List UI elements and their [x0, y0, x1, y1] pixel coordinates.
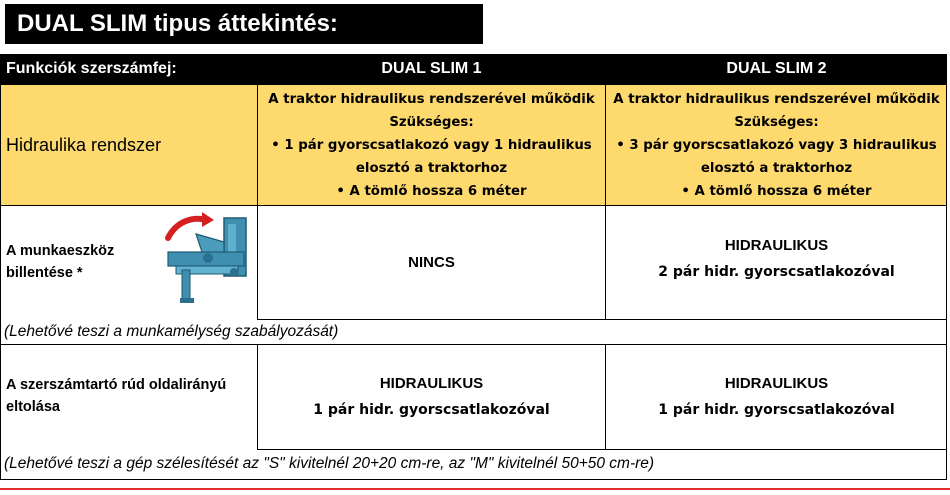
hydraulics-slim2-line: • 3 pár gyorscsatlakozó vagy 3 hidraulikus: [616, 138, 937, 153]
hydraulics-label-text: Hidraulika rendszer: [6, 134, 162, 155]
tilt-slim1-value: NINCS: [408, 253, 455, 271]
hydraulics-slim2-line: • A tömlő hossza 6 méter: [681, 184, 872, 199]
shift-slim1-detail: 1 pár hidr. gyorscsatlakozóval: [313, 402, 550, 418]
tilt-label-line: billentése *: [6, 265, 83, 281]
hydraulics-slim1-line: • A tömlő hossza 6 méter: [336, 184, 527, 199]
tilt-slim1: [258, 206, 605, 319]
shift-slim2-type: HIDRAULIKUS: [724, 375, 829, 392]
header-functions: Funkciók szerszámfej:: [6, 54, 256, 84]
shift-label-line: A szerszámtartó rúd oldalirányú: [6, 377, 227, 393]
shift-slim1-type: HIDRAULIKUS: [379, 375, 484, 392]
hydraulics-slim1-line: • 1 pár gyorscsatlakozó vagy 1 hidraulikus: [271, 138, 592, 153]
hydraulics-slim2-line: A traktor hidraulikus rendszerével működik: [613, 92, 940, 107]
header-dual-slim-2: DUAL SLIM 2: [606, 54, 947, 84]
tilt-slim2-detail: 2 pár hidr. gyorscsatlakozóval: [658, 264, 895, 280]
shift-note: (Lehetővé teszi a gép szélesítését az "S" kivitelnél 20+20 cm-re, az "M" kivitelnél 50+50 cm-re): [4, 455, 655, 472]
shift-label-line: eltolása: [6, 399, 60, 415]
tilt-label: [6, 240, 114, 284]
divider: [257, 319, 947, 320]
tool-tilt-illustration-icon: [162, 212, 256, 308]
hydraulics-slim1-line: Szükséges:: [389, 115, 474, 130]
tilt-slim2: [606, 224, 947, 294]
hydraulics-slim2: [606, 88, 947, 203]
hydraulics-slim1-line: elosztó a traktorhoz: [355, 161, 508, 176]
shift-label: [6, 374, 226, 418]
bottom-accent-line: [0, 488, 950, 490]
hydraulics-slim1-line: A traktor hidraulikus rendszerével működik: [268, 92, 595, 107]
divider: [257, 449, 947, 450]
tilt-note: (Lehetővé teszi a munkamélység szabályozását): [4, 323, 339, 340]
shift-slim2-detail: 1 pár hidr. gyorscsatlakozóval: [658, 402, 895, 418]
tilt-slim2-type: HIDRAULIKUS: [724, 237, 829, 254]
header-dual-slim-1: DUAL SLIM 1: [258, 54, 605, 84]
tilt-label-line: A munkaeszköz: [6, 243, 115, 259]
hydraulics-slim2-line: elosztó a traktorhoz: [700, 161, 853, 176]
shift-slim1: [258, 362, 605, 432]
page-title: DUAL SLIM tipus áttekintés:: [5, 4, 483, 44]
hydraulics-slim1: [258, 88, 605, 203]
hydraulics-slim2-line: Szükséges:: [734, 115, 819, 130]
shift-slim2: [606, 362, 947, 432]
hydraulics-label: [6, 130, 161, 160]
